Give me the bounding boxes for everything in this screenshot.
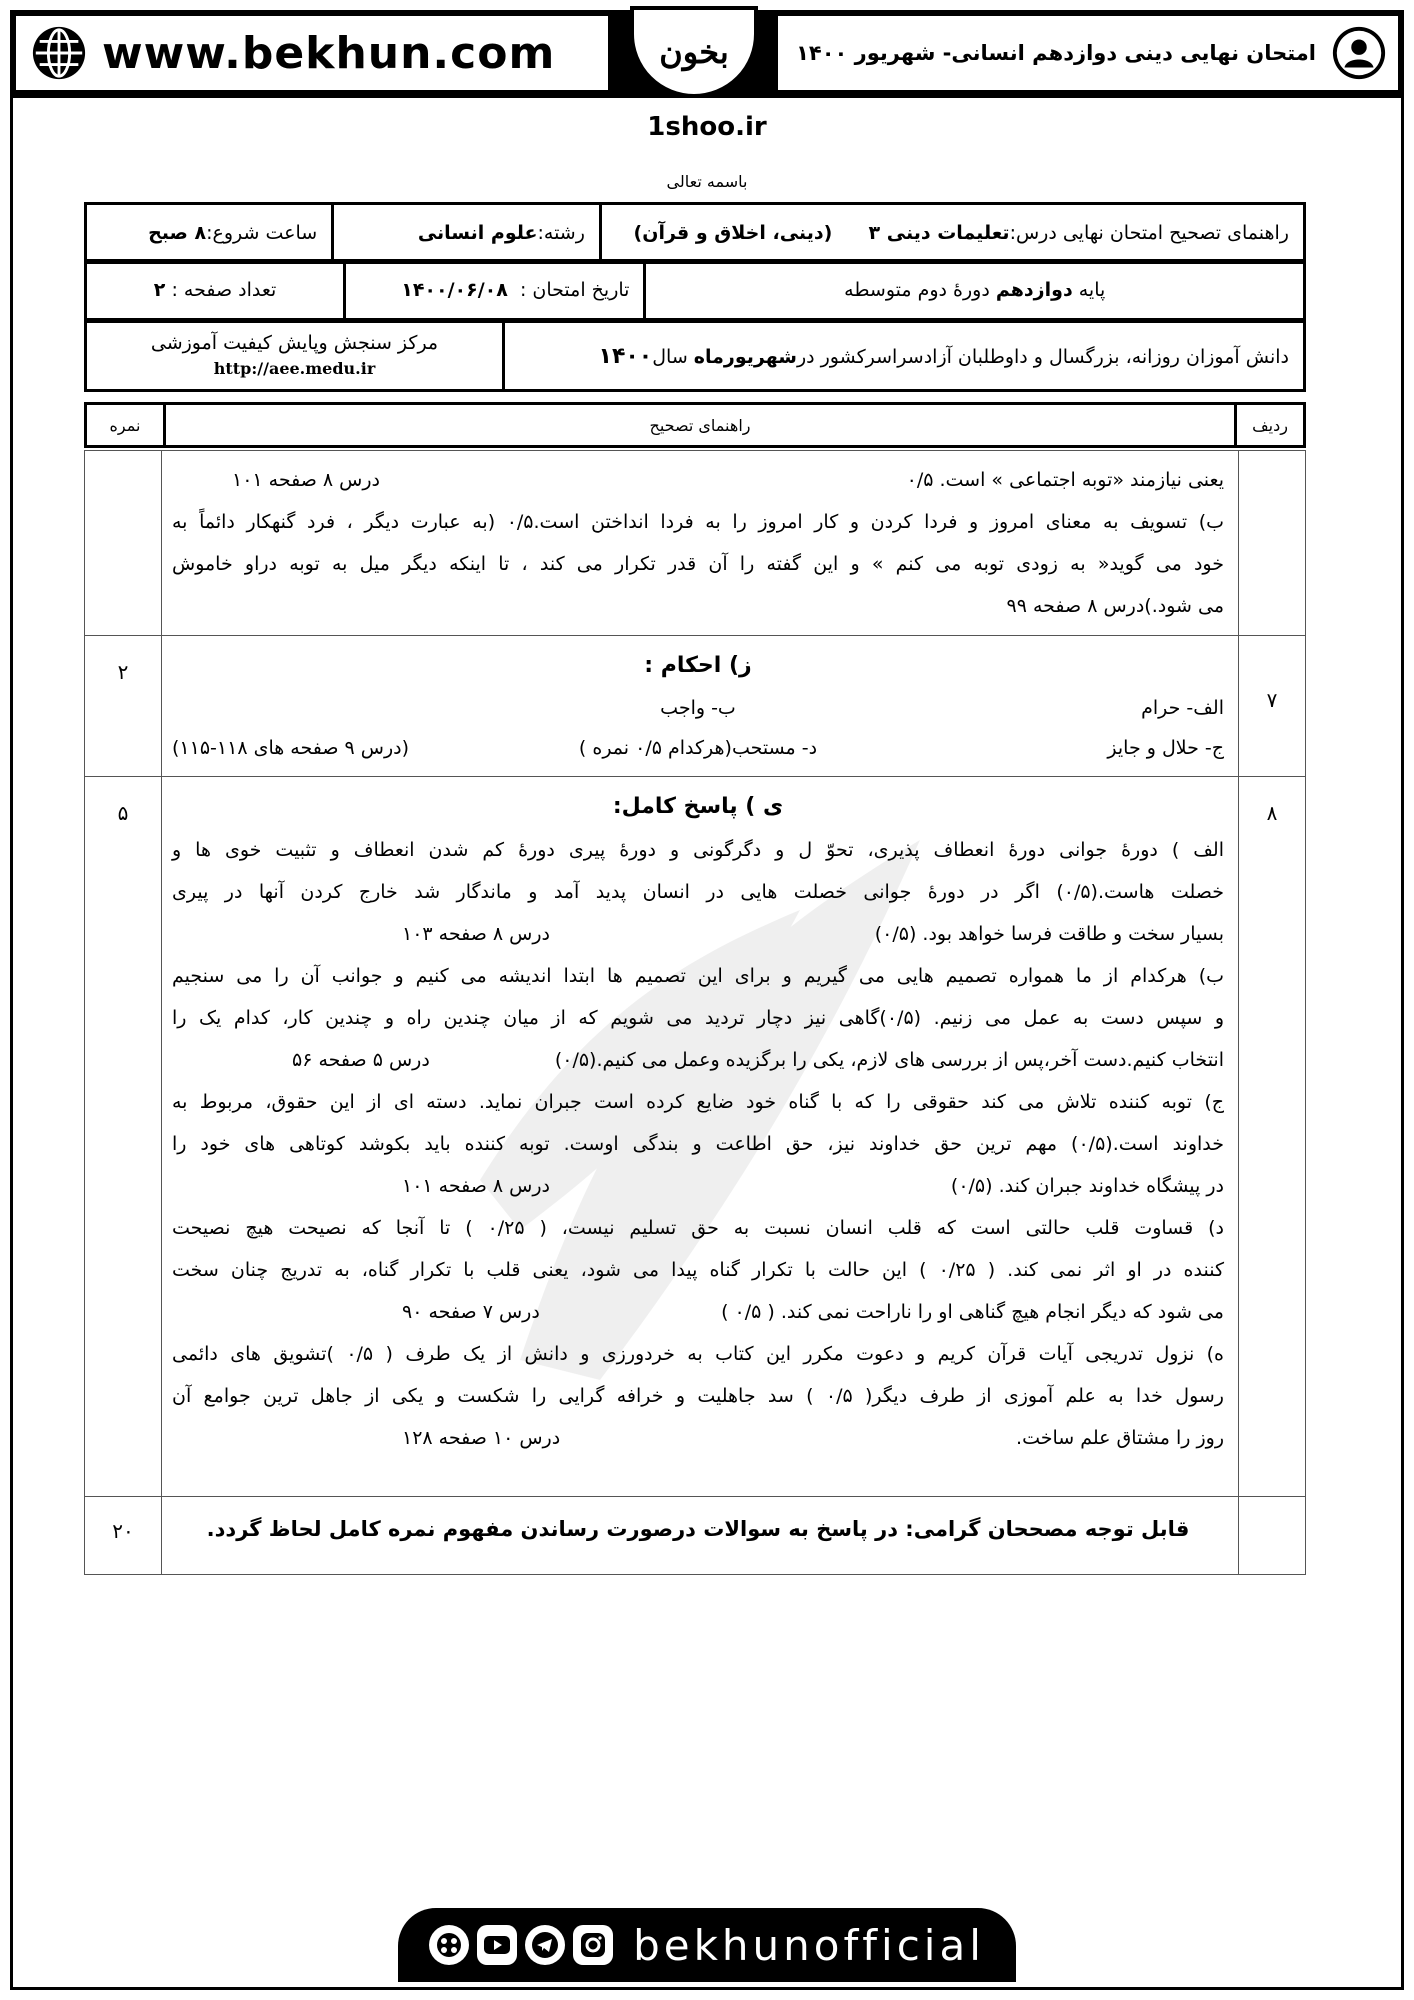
answer-line: الف ) دورهٔ جوانی دورهٔ انعطاف پذیری، تحوّ ل و دگرگونی و دورهٔ پیری دورهٔ کم شدن انعطاف و تثبیت خوی ها و [172, 839, 1224, 861]
date-value: ۱۴۰۰/۰۶/۰۸ [401, 279, 508, 301]
field-cell [333, 204, 601, 263]
center-name: مرکز سنجش وپایش کیفیت آموزشی [150, 332, 439, 354]
students-mid: سال [652, 345, 694, 368]
answer-table-header [84, 402, 1306, 448]
globe-icon [30, 24, 88, 82]
exam-info-table-2 [84, 259, 1306, 321]
answer-text: د- مستحب(هرکدام ۰/۵ نمره ) [578, 737, 818, 759]
course-name: تعلیمات دینی ۳ [868, 222, 1010, 244]
grade-prefix: پایه [1072, 279, 1106, 301]
course-suffix: (دینی، اخلاق و قرآن) [633, 222, 833, 244]
answer-line: رسول خدا به علم آموزی از طرف دیگر( ۰/۵ ) سد جاهلیت و خرافه گرایی را شکست و یکی از جاهل ترین جوامع آن [172, 1385, 1224, 1407]
answer-text: یعنی نیازمند «توبه اجتماعی » است. ۰/۵ [906, 469, 1224, 491]
date-label: تاریخ امتحان : [519, 279, 630, 301]
students-cell [504, 322, 1305, 391]
instagram-icon[interactable] [573, 1925, 613, 1965]
answer-cell [162, 777, 1239, 1497]
students-prefix: دانش آموزان روزانه، بزرگسال و داوطلبان آزادسراسرکشور در [796, 345, 1289, 368]
start-cell [86, 204, 333, 263]
pages-cell [86, 261, 345, 320]
answer-line [172, 459, 1224, 501]
telegram-icon[interactable] [525, 1925, 565, 1965]
course-cell [600, 204, 1304, 263]
answer-text: روز را مشتاق علم ساخت. [1016, 1427, 1224, 1449]
answer-line [172, 913, 1224, 955]
lesson-ref: درس ۸ صفحه ۱۰۱ [402, 1175, 550, 1197]
center-cell [86, 322, 504, 391]
row-number: ۸ [1239, 777, 1306, 1497]
answer-line: ج) توبه کننده تلاش می کند حقوقی را که با گناه خود ضایع کرده است جبران نماید. دسته ای از این حقوق، مربوط به [172, 1091, 1224, 1113]
students-month: شهریورماه [693, 345, 797, 368]
answer-cell [162, 636, 1239, 777]
answer-line [172, 1165, 1224, 1207]
row-number: ۷ [1239, 636, 1306, 777]
youtube-icon[interactable] [477, 1925, 517, 1965]
row-number [1239, 1497, 1306, 1575]
grader-note: قابل توجه مصححان گرامی: در پاسخ به سوالات درصورت رساندن مفهوم نمره کامل لحاظ گردد. [206, 1517, 1190, 1541]
field-prefix: رشته: [537, 222, 585, 244]
header-guide: راهنمای تصحیح [165, 404, 1236, 447]
center-url[interactable]: http://aee.medu.ir [213, 359, 376, 378]
social-footer[interactable] [398, 1908, 1016, 1982]
header-score: نمره [86, 404, 165, 447]
answer-text: بسیار سخت و طاقت فرسا خواهد بود. (۰/۵) [874, 923, 1224, 945]
answer-line: خداوند است.(۰/۵) مهم ترین حق خداوند نیز، حق اطاعت و بندگی اوست. توبه کننده باید بکوشد کوتاهی های خود را [172, 1133, 1224, 1155]
table-row [85, 1497, 1306, 1575]
watermark-site: 1shoo.ir [647, 112, 767, 142]
section-title: ی ) پاسخ کامل: [612, 794, 784, 819]
answer-cell [162, 1497, 1239, 1575]
grade-suffix: دورهٔ دوم متوسطه [844, 279, 996, 301]
user-icon [1330, 24, 1388, 82]
exam-title: امتحان نهایی دینی دوازدهم انسانی- شهریور ۱۴۰۰ [796, 41, 1316, 65]
logo-text: بخون [659, 33, 729, 71]
answer-line: د) قساوت قلب حالتی است که قلب انسان نسبت به حق تسلیم نیست، ( ۰/۲۵ ) تا آنجا که نصیحت هیچ نصیحت [172, 1217, 1224, 1239]
answer-line [172, 1417, 1224, 1459]
section-title: ز) احکام : [644, 653, 752, 678]
answer-text: ج- حلال و جایز [1107, 737, 1224, 759]
table-row [85, 777, 1306, 1497]
lesson-ref: درس ۵ صفحه ۵۶ [292, 1049, 430, 1071]
answer-line [172, 1291, 1224, 1333]
lesson-ref: درس ۸ صفحه ۱۰۳ [402, 923, 550, 945]
answer-line: خود می گوید« به زودی توبه می کنم » و این گفته را آن قدر تکرار می کند ، تا اینکه دیگر میل به توبه دراو خاموش [172, 553, 1224, 575]
grade-value: دوازدهم [995, 279, 1073, 301]
lesson-ref: درس ۷ صفحه ۹۰ [402, 1301, 540, 1323]
answer-line: خصلت هاست.(۰/۵) اگر در دورهٔ جوانی خصلت هایی در انسان پدید آمد و ماندگار شد خارج کردن آنها در پیری [172, 881, 1224, 903]
castbox-icon[interactable] [429, 1925, 469, 1965]
answer-line [172, 1039, 1224, 1081]
answer-line: ب) تسویف به معنای امروز و فردا کردن و کار امروز را به فردا انداختن است.۰/۵ (به عبارت دیگر ، فرد گنهکار دائماً به [172, 511, 1224, 533]
course-prefix: راهنمای تصحیح امتحان نهایی درس: [1009, 222, 1289, 244]
row-score: ۲۰ [85, 1497, 162, 1575]
answer-line [172, 688, 1224, 728]
answer-text: در پیشگاه خداوند جبران کند. (۰/۵) [950, 1175, 1224, 1197]
start-prefix: ساعت شروع: [206, 222, 318, 244]
row-number [1239, 451, 1306, 636]
exam-info-table-3 [84, 320, 1306, 392]
students-year: ۱۴۰۰ [598, 343, 653, 369]
table-row [85, 636, 1306, 777]
answer-text: ب- واجب [660, 697, 736, 719]
date-cell [345, 261, 645, 320]
answer-text: می شود که دیگر انجام هیچ گناهی او را ناراحت نمی کند. ( ۰/۵ ) [721, 1301, 1224, 1323]
exam-info-table [84, 202, 1306, 264]
grade-cell [645, 261, 1305, 320]
site-banner[interactable] [16, 16, 608, 90]
answer-line: می شود.)درس ۸ صفحه ۹۹ [1006, 595, 1224, 617]
answer-text: الف- حرام [1141, 697, 1224, 719]
answer-line: و سپس دست به عمل می زنیم. (۰/۵)گاهی نیز دچار تردید می شویم که از میان چندین راه و چندین کار، کدام یک را [172, 1007, 1225, 1029]
answer-line: ب) هرکدام از ما همواره تصمیم هایی می گیریم و برای این تصمیم ها ابتدا اندیشه می کنیم و جوانب آن را می سنجیم [172, 965, 1224, 987]
table-row [85, 451, 1306, 636]
social-handle[interactable]: bekhunofficial [633, 1920, 985, 1970]
lesson-ref: درس ۸ صفحه ۱۰۱ [232, 469, 380, 491]
answer-line: کننده در او اثر نمی کند. ( ۰/۲۵ ) این حالت با تکرار گناه پیدا می شود، یعنی قلب با تکرار گناه، به تدریج چنان سخت [172, 1259, 1224, 1281]
lesson-ref: (درس ۹ صفحه های ۱۱۸-۱۱۵) [172, 737, 410, 759]
row-score: ۲ [85, 636, 162, 777]
answer-line [172, 728, 1224, 768]
site-url[interactable]: www.bekhun.com [102, 27, 556, 79]
row-score: ۵ [85, 777, 162, 1497]
row-score [85, 451, 162, 636]
start-value: ۸ صبح [148, 222, 207, 244]
lesson-ref: درس ۱۰ صفحه ۱۲۸ [402, 1427, 561, 1449]
answer-table [84, 450, 1306, 1575]
pages-label: تعداد صفحه : [171, 279, 277, 301]
pages-value: ۲ [153, 279, 166, 301]
answer-line: ه) نزول تدریجی آیات قرآن کریم و دعوت مکرر این کتاب به خردورزی و دانش از یک طرف ( ۰/۵ )تشویق های دائمی [172, 1343, 1224, 1365]
answer-cell [162, 451, 1239, 636]
field-value: علوم انسانی [417, 222, 538, 244]
answer-text: انتخاب کنیم.دست آخر،پس از بررسی های لازم، یکی را برگزیده وعمل می کنیم.(۰/۵) [554, 1049, 1224, 1071]
basmala: باسمه تعالی [666, 172, 748, 191]
exam-title-banner [778, 16, 1398, 90]
header-row: ردیف [1236, 404, 1305, 447]
